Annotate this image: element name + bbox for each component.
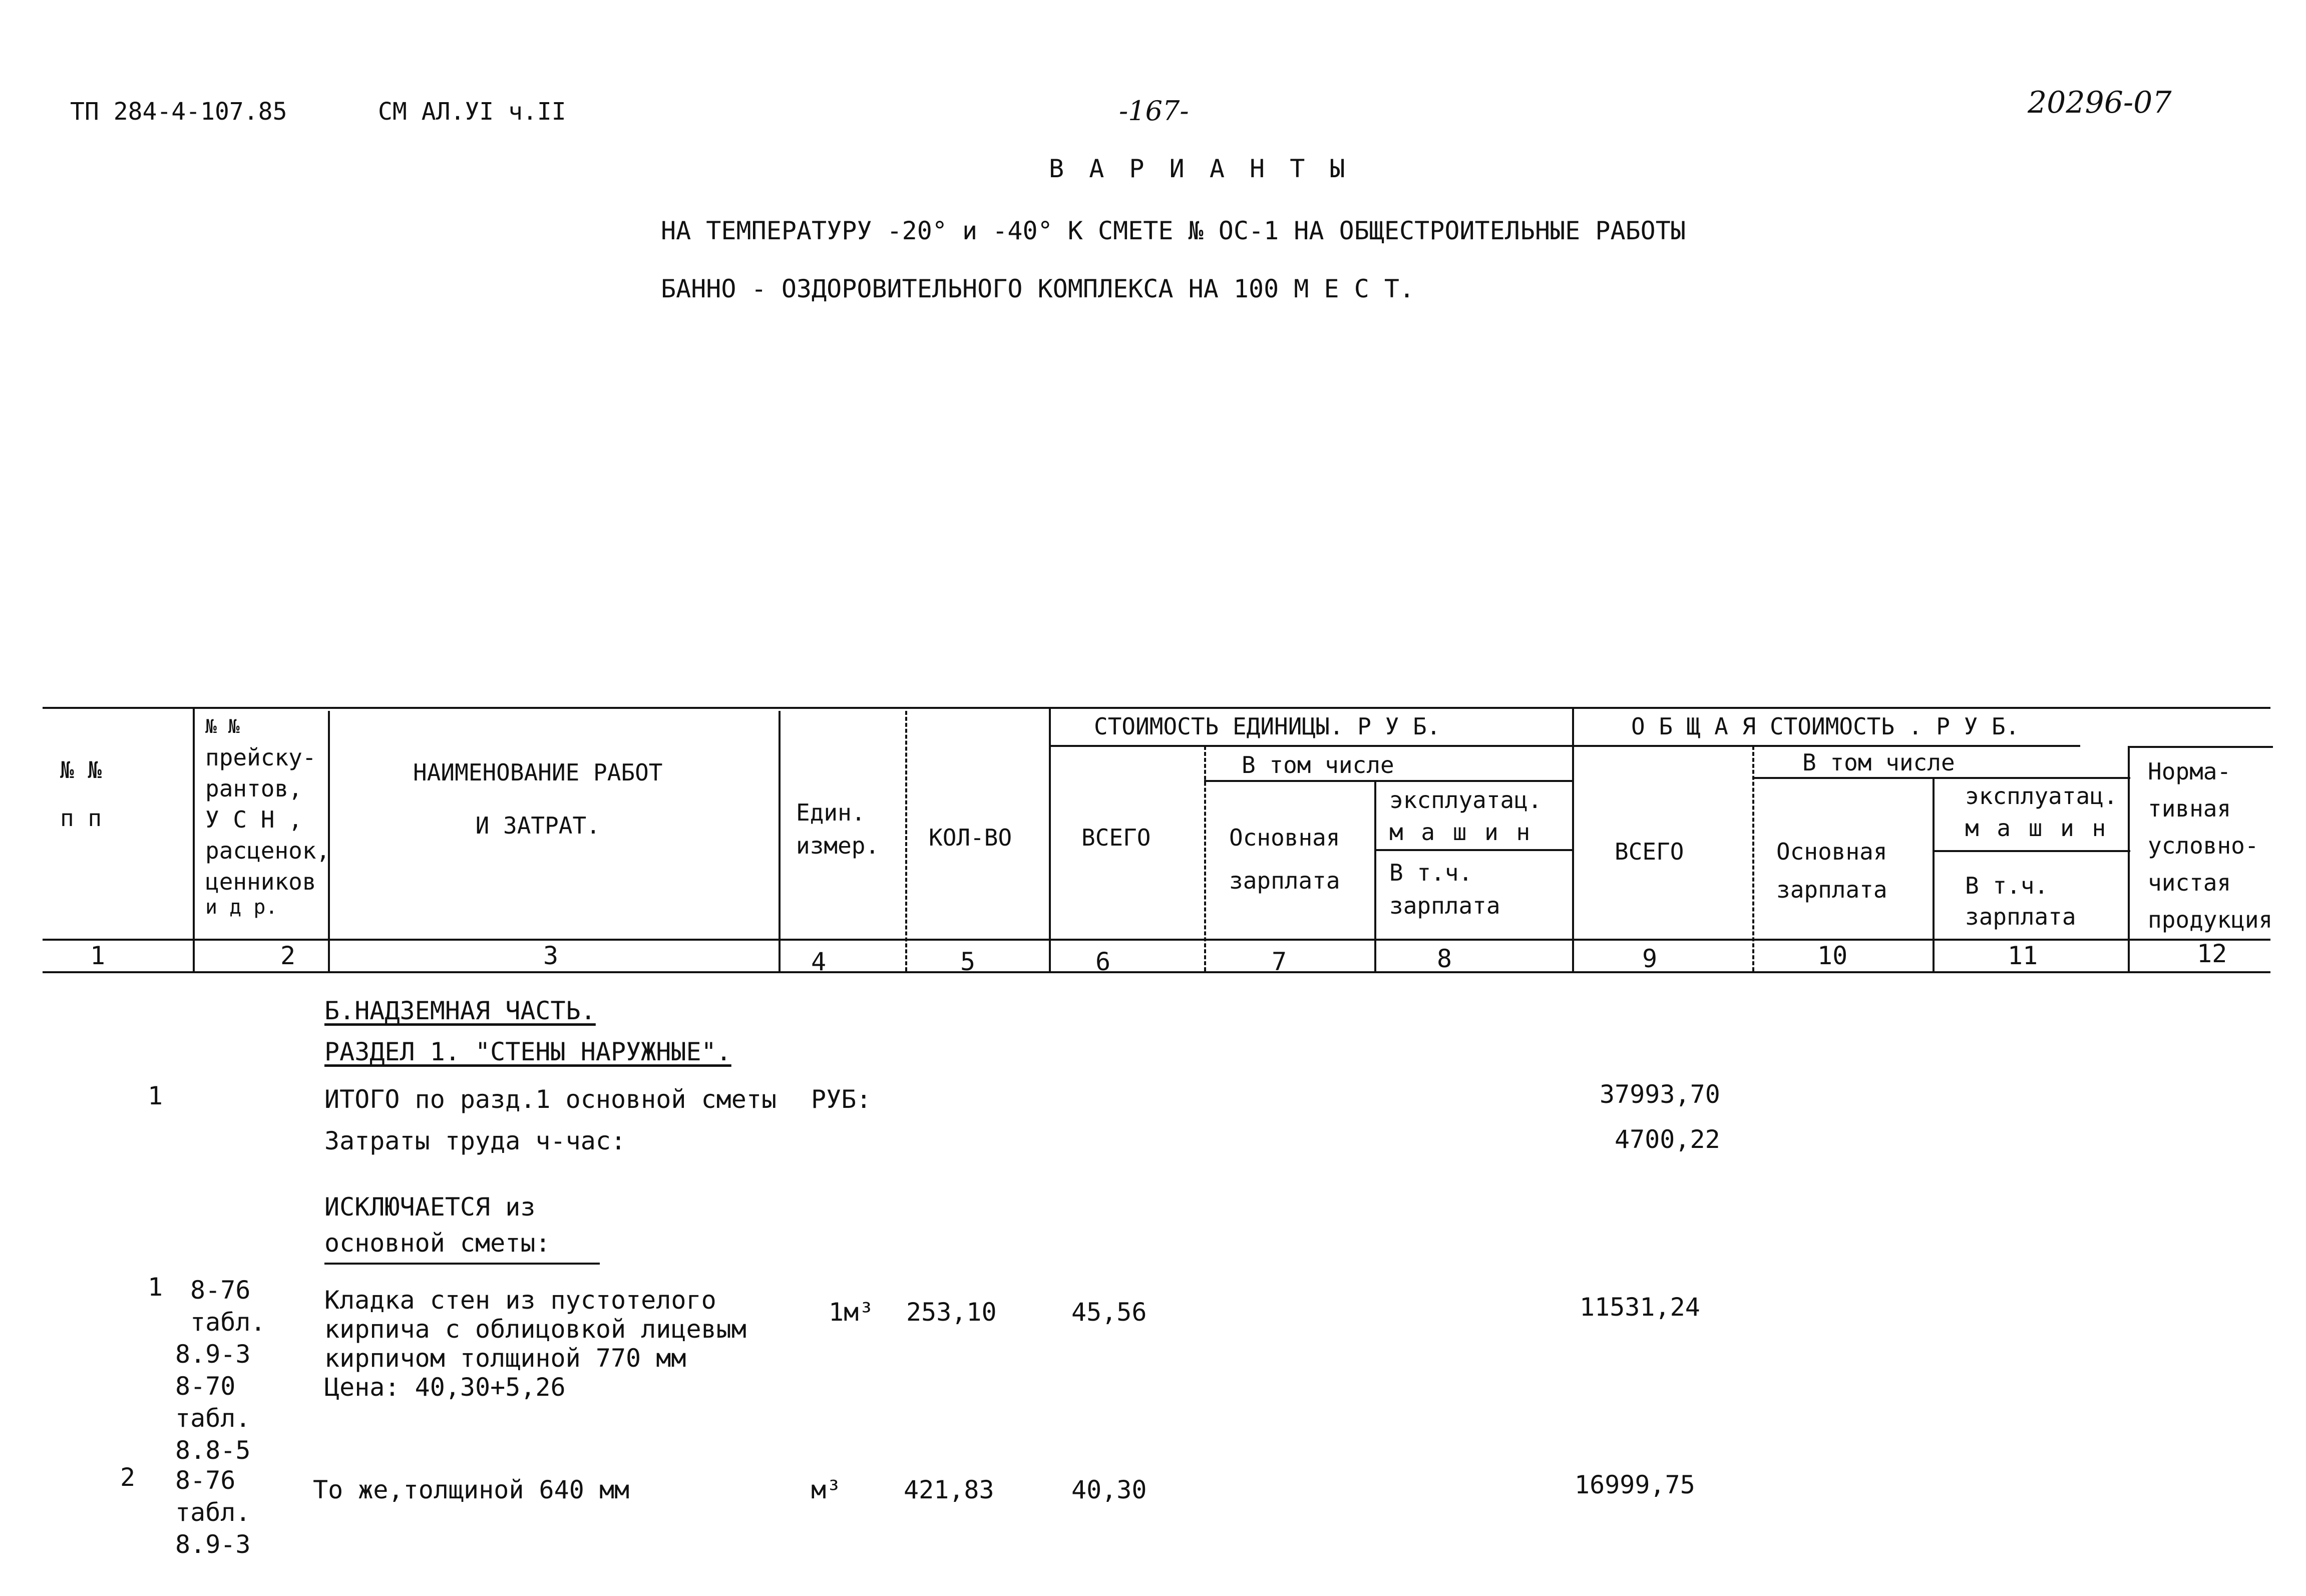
- price-reference-line: табл.: [190, 1308, 266, 1337]
- total-cost: 16999,75: [1575, 1470, 1695, 1499]
- page-number: -167-: [1119, 95, 1189, 127]
- unit-cost-header: СТОИМОСТЬ ЕДИНИЦЫ. Р У Б.: [1094, 713, 1441, 740]
- col2-header-line: расценок,: [205, 837, 330, 864]
- excluded-heading-line: ИСКЛЮЧАЕТСЯ из: [324, 1192, 536, 1222]
- work-description-line: кирпича с облицовкой лицевым: [324, 1315, 746, 1344]
- col3-header: [413, 756, 663, 842]
- currency-label: РУБ:: [811, 1085, 872, 1114]
- col12-header: [2148, 753, 2272, 938]
- col-number: 6: [1095, 947, 1111, 976]
- col2-header: [205, 711, 330, 917]
- col2-header-line: и д р.: [205, 896, 278, 919]
- col2-header-line: прейску-: [205, 744, 316, 771]
- work-description-line: То же,толщиной 640 мм: [313, 1475, 630, 1504]
- col2-header-line: рантов,: [205, 775, 302, 802]
- total-cost-header: О Б Щ А Я СТОИМОСТЬ . Р У Б.: [1631, 713, 2020, 740]
- col12-header-line: условно-: [2148, 832, 2259, 859]
- col4-header-line: Един.: [796, 799, 866, 826]
- col-number: 12: [2197, 939, 2227, 968]
- col5-header: КОЛ-ВО: [929, 824, 1012, 851]
- col12-header-line: Норма-: [2148, 758, 2231, 785]
- col8-header-line: В т.ч.: [1389, 859, 1473, 886]
- col10-header-line: зарплата: [1776, 876, 1887, 903]
- price-reference-line: 8.8-5: [175, 1436, 251, 1465]
- work-description: [324, 1286, 746, 1402]
- price-reference-line: табл.: [175, 1404, 251, 1433]
- price-reference-line: 8.9-3: [175, 1340, 251, 1369]
- col8-header-line: эксплуатац.: [1389, 786, 1542, 814]
- price-reference-line: 8-76: [175, 1466, 236, 1495]
- col11-header-line: м а ш и н: [1965, 815, 2108, 842]
- col1-header-line: № №: [60, 756, 102, 783]
- col3-header-line: НАИМЕНОВАНИЕ РАБОТ: [413, 759, 663, 786]
- total-cost-including-header: В том числе: [1802, 749, 1955, 776]
- section-total-label: ИТОГО по разд.1 основной сметы: [324, 1085, 777, 1114]
- price-reference: [175, 1274, 266, 1466]
- work-description-line: Цена: 40,30+5,26: [324, 1373, 566, 1402]
- excluded-underline: [324, 1263, 600, 1265]
- labor-cost-label: Затраты труда ч-час:: [324, 1126, 626, 1155]
- col12-header-line: продукция: [2148, 906, 2273, 933]
- col8-machine-header: [1389, 784, 1542, 848]
- col7-header: [1229, 821, 1340, 897]
- row-number: 1: [148, 1081, 163, 1110]
- album-reference: СМ АЛ.УI ч.II: [378, 98, 566, 126]
- work-description-line: Кладка стен из пустотелого: [324, 1286, 716, 1315]
- col1-header-line: п п: [60, 805, 102, 832]
- price-reference-line: табл.: [175, 1498, 251, 1527]
- col11-header-line: зарплата: [1965, 903, 2076, 930]
- col2-header-line: № №: [205, 715, 240, 737]
- col7-header-line: зарплата: [1229, 867, 1340, 894]
- work-description: [313, 1474, 629, 1505]
- col4-header: [796, 796, 879, 862]
- price-reference-line: 8-70: [175, 1372, 236, 1401]
- col8-salary-header: [1389, 856, 1500, 922]
- excluded-heading-line: основной сметы:: [324, 1229, 551, 1258]
- row-number: 2: [120, 1463, 136, 1492]
- col-number: 4: [811, 947, 827, 976]
- col4-header-line: измер.: [796, 832, 880, 859]
- work-description-line: кирпичом толщиной 770 мм: [324, 1344, 686, 1373]
- price-reference: [175, 1464, 251, 1560]
- price-reference-line: 8-76: [190, 1276, 251, 1305]
- col2-header-line: ценников: [205, 868, 316, 895]
- col12-header-line: чистая: [2148, 869, 2231, 896]
- unit-cost-total: 40,30: [1071, 1475, 1147, 1504]
- labor-cost-value: 4700,22: [1615, 1125, 1720, 1154]
- col1-header: [60, 753, 102, 835]
- quantity: 253,10: [906, 1298, 997, 1327]
- section-total-value: 37993,70: [1600, 1080, 1720, 1109]
- unit-of-measure: м³: [811, 1475, 842, 1504]
- col11-machine-header: [1965, 780, 2118, 844]
- col11-header-line: эксплуатац.: [1965, 782, 2118, 810]
- col-number: 5: [960, 947, 976, 976]
- col7-header-line: Основная: [1229, 824, 1340, 851]
- col6-header: ВСЕГО: [1081, 824, 1151, 851]
- col-number: 8: [1437, 944, 1452, 973]
- excluded-heading: [324, 1191, 551, 1259]
- col-number: 2: [280, 941, 296, 970]
- total-cost: 11531,24: [1580, 1293, 1700, 1322]
- title-line-2: НА ТЕМПЕРАТУРУ -20° и -40° К СМЕТЕ № ОС-1 НА ОБЩЕСТРОИТЕЛЬНЫЕ РАБОТЫ: [661, 216, 1686, 245]
- col9-header: ВСЕГО: [1615, 838, 1684, 865]
- col-number: 7: [1272, 947, 1287, 976]
- archive-number: 20296-07: [2028, 85, 2172, 120]
- col10-header: [1776, 835, 1887, 906]
- col-number: 1: [90, 941, 106, 970]
- col8-header-line: м а ш и н: [1389, 819, 1532, 846]
- quantity: 421,83: [904, 1475, 994, 1504]
- col3-header-line: И ЗАТРАТ.: [475, 812, 600, 839]
- col-number: 11: [2008, 941, 2038, 970]
- section-heading: РАЗДЕЛ 1. "СТЕНЫ НАРУЖНЫЕ".: [324, 1037, 731, 1066]
- col8-header-line: зарплата: [1389, 892, 1500, 919]
- part-heading: Б.НАДЗЕМНАЯ ЧАСТЬ.: [324, 996, 596, 1025]
- unit-of-measure: 1м³: [829, 1298, 874, 1327]
- unit-cost-total: 45,56: [1071, 1298, 1147, 1327]
- col10-header-line: Основная: [1776, 838, 1887, 865]
- title-line-3: БАННО - ОЗДОРОВИТЕЛЬНОГО КОМПЛЕКСА НА 100 М Е С Т.: [661, 274, 1415, 303]
- row-number: 1: [148, 1273, 163, 1302]
- unit-cost-including-header: В том числе: [1242, 751, 1394, 778]
- col-number: 3: [543, 941, 559, 970]
- document-code: ТП 284-4-107.85: [70, 98, 287, 126]
- col2-header-line: У С Н ,: [205, 806, 302, 833]
- document-title: В А Р И А Н Т Ы: [1049, 154, 1350, 183]
- col-number: 9: [1642, 944, 1658, 973]
- col11-header-line: В т.ч.: [1965, 872, 2049, 899]
- col11-salary-header: [1965, 870, 2076, 932]
- col12-header-line: тивная: [2148, 795, 2231, 822]
- price-reference-line: 8.9-3: [175, 1530, 251, 1559]
- col-number: 10: [1817, 941, 1848, 970]
